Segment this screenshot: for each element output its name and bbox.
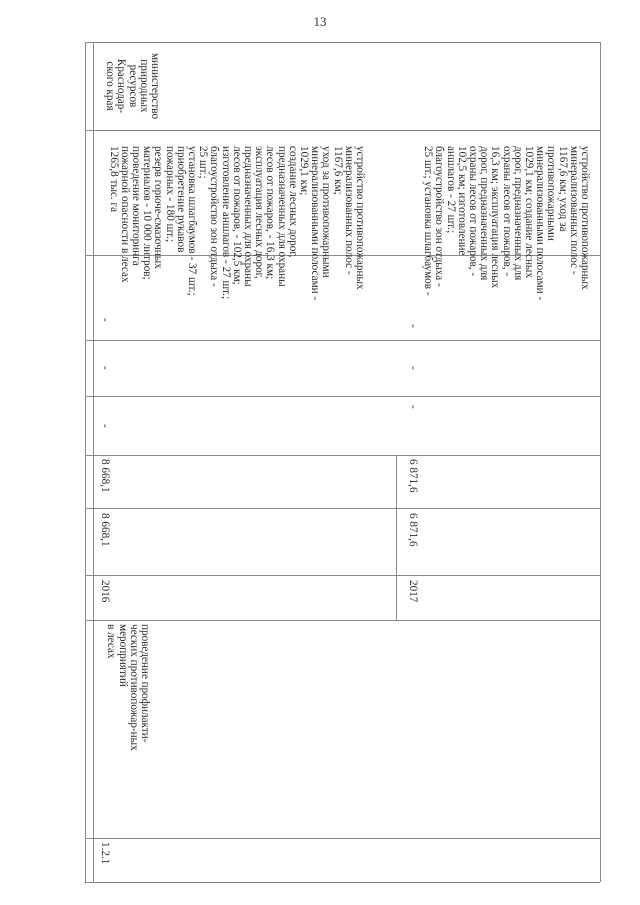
row-2017-col-b: - xyxy=(407,366,419,370)
row-2016-result: устройство противопожарных минерализованных полос - 1167,6 км; уход за противопожарными минерализованными полосами - 1029,1 км; создание лесных дорог, предназначенных для охраны лесов от пожаров, - 16,3 км; эксплуатация лесных дорог, предназначенных для охраны лесов от пожаров, - 102,5 км; изготовление аншлагов - 27 шт.; благоустройство зон отдыха - 25 шт.; установка шлагбаумов - 37 шт.; приобретение рукавов пожарных - 180 шт.; резерв горюче-смазочных материалов - 10 000 литров; проведение мониторинга пожарной опасности в лесах 1265,8 тыс. га xyxy=(107,146,366,301)
row-2017-total: 6 871,6 xyxy=(407,513,419,547)
event-name: проведение профилакти- ческих противопожар-ных мероприятий в лесах xyxy=(105,624,151,751)
row-2017-col-a: - xyxy=(407,324,419,328)
row-number: 1.2.1 xyxy=(99,842,111,865)
column-divider-total-regional xyxy=(85,508,600,509)
column-divider-number-name xyxy=(85,838,600,839)
table-edge-bottom xyxy=(85,882,600,883)
page-number: 13 xyxy=(313,14,327,29)
row-2016-total: 8 668,1 xyxy=(99,513,111,547)
responsible-executor: министерство природных ресурсов Краснодар- ского края xyxy=(104,52,161,120)
column-divider-result-responsible xyxy=(85,130,600,131)
column-divider-year-total xyxy=(85,575,600,576)
column-divider-name-year xyxy=(85,620,600,621)
row-2016-regional: 8 668,1 xyxy=(99,459,111,493)
row-2016-col-b: - xyxy=(99,366,111,370)
row-2016-col-c: - xyxy=(99,424,111,428)
row-2017-col-c: - xyxy=(407,405,419,409)
table-edge-top xyxy=(85,42,600,43)
column-divider-regional-col-c xyxy=(85,455,600,456)
row-2016-year: 2016 xyxy=(99,580,111,603)
table-border-bottom xyxy=(600,42,601,882)
row-2017-result: устройство противопожарных минерализованных полос - 1167,6 км; уход за противопожарными минерализованными полосами - 1029,1 км; создание лесных дорог, предназначенных для охраны лесов от пожаров, - 16,3 км; эксплуатация лесных дорог, предназначенных для охраны лесов от пожаров, - 102,5 км; изготовление аншлагов - 27 шт.; благоустройство зон отдыха - 25 шт.; установка шлагбаумов - xyxy=(422,146,591,301)
table-divider-row-2017 xyxy=(396,455,397,620)
row-2017-year: 2017 xyxy=(407,580,419,603)
table-divider-header xyxy=(93,42,94,882)
row-2017-regional: 6 871,6 xyxy=(407,459,419,493)
table-border-top xyxy=(85,42,86,882)
row-2016-col-a: - xyxy=(99,318,111,322)
